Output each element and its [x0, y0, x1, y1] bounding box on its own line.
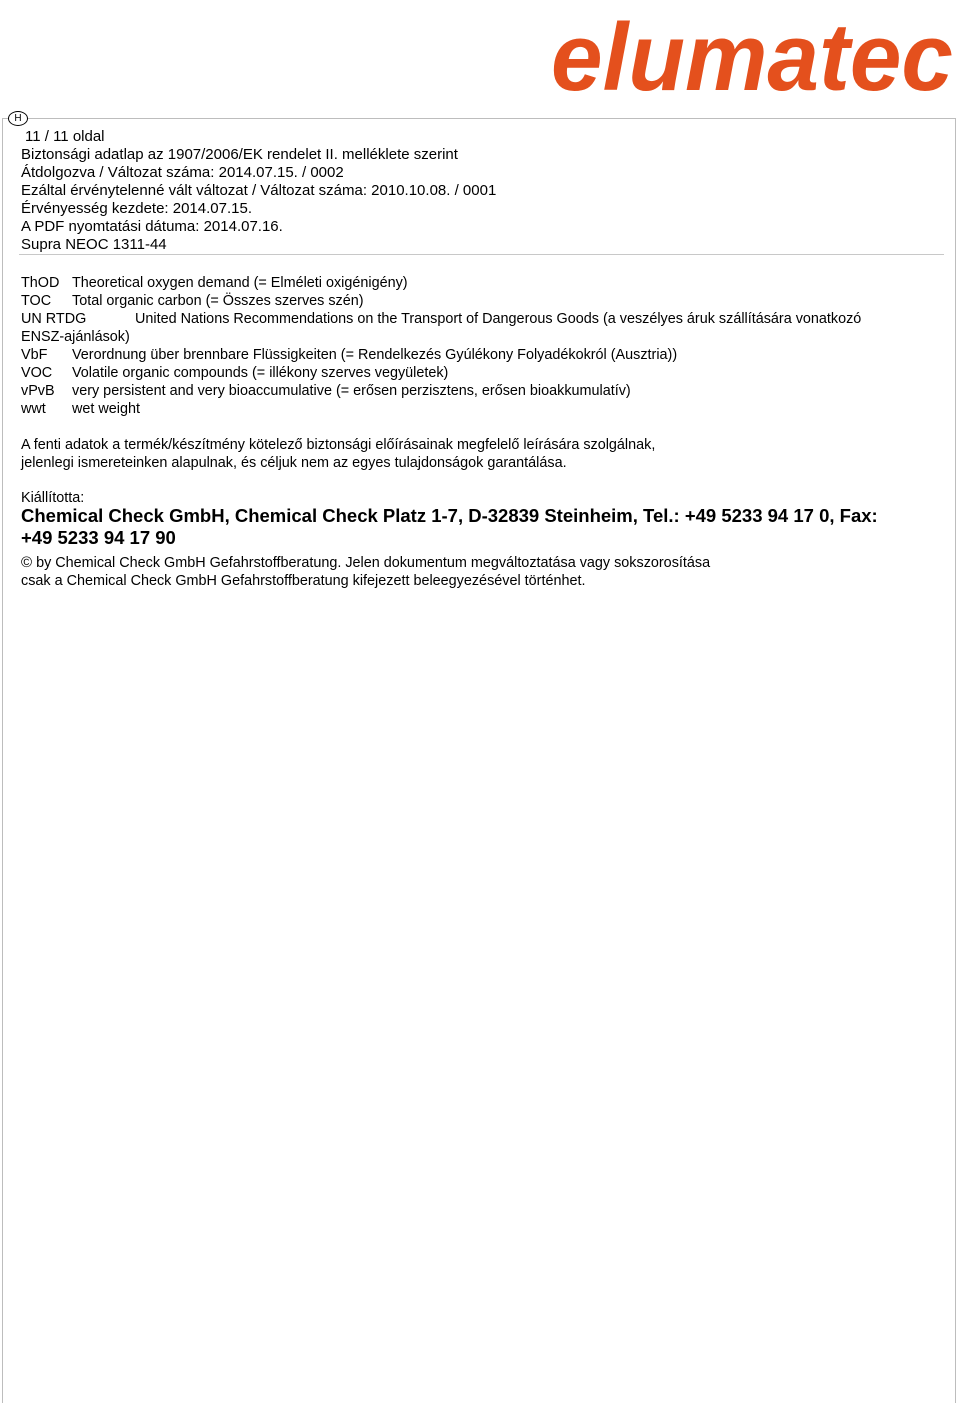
abbreviation-definition: Volatile organic compounds (= illékony szerves vegyületek)	[72, 365, 449, 381]
copyright-line	[21, 554, 710, 572]
abbreviation-definition: Theoretical oxygen demand (= Elméleti oxigénigény)	[72, 275, 408, 291]
abbreviation-term: TOC	[21, 293, 52, 309]
logo-text: elumatec	[551, 4, 953, 98]
abbreviation-term: VOC	[21, 365, 53, 381]
copyright-icon: ©	[21, 554, 33, 571]
revision-line: Átdolgozva / Változat száma: 2014.07.15. / 0002	[21, 164, 344, 181]
abbreviation-term: VbF	[21, 347, 48, 363]
abbreviation-definition: wet weight	[72, 401, 140, 417]
disclaimer-line: A fenti adatok a termék/készítmény kötelező biztonsági előírásainak megfelelő leírására szolgálnak,	[21, 437, 656, 453]
abbreviation-definition-continued: ENSZ-ajánlások)	[21, 329, 130, 345]
abbreviation-term: ThOD	[21, 275, 60, 291]
regulation-line: Biztonsági adatlap az 1907/2006/EK rendelet II. melléklete szerint	[21, 146, 458, 163]
copyright-text: by Chemical Check GmbH Gefahrstoffberatung. Jelen dokumentum megváltoztatása vagy sokszorosítása	[36, 555, 711, 571]
abbreviation-definition: United Nations Recommendations on the Transport of Dangerous Goods (a veszélyes áruk szállítására vonatkozó	[135, 311, 862, 327]
abbreviation-definition: Total organic carbon (= Összes szerves szén)	[72, 293, 364, 309]
disclaimer-line: jelenlegi ismereteinken alapulnak, és céljuk nem az egyes tulajdonságok garantálása.	[21, 455, 567, 471]
abbreviation-definition: Verordnung über brennbare Flüssigkeiten (= Rendelkezés Gyúlékony Folyadékokról (Ausztria))	[72, 347, 678, 363]
elumatec-logo	[549, 0, 957, 98]
abbreviation-term: UN RTDG	[21, 311, 87, 327]
replaces-line: Ezáltal érvénytelenné vált változat / Változat száma: 2010.10.08. / 0001	[21, 182, 497, 199]
issued-by-label: Kiállította:	[21, 490, 85, 506]
logo-graphic	[549, 0, 957, 98]
issuer-contact-line: Chemical Check GmbH, Chemical Check Platz 1-7, D-32839 Steinheim, Tel.: +49 5233 94 17 0, Fax:	[21, 505, 878, 526]
header-divider	[19, 254, 944, 255]
abbreviation-definition: very persistent and very bioaccumulative (= erősen perzisztens, erősen bioakkumulatív)	[72, 383, 631, 399]
abbreviation-term: vPvB	[21, 383, 55, 399]
product-name: Supra NEOC 1311-44	[21, 236, 167, 253]
abbreviation-term: wwt	[21, 401, 46, 417]
country-code-badge: H	[8, 111, 28, 126]
copyright-line-continued: csak a Chemical Check GmbH Gefahrstoffberatung kifejezett beleegyezésével történhet.	[21, 573, 586, 589]
issuer-fax-line: +49 5233 94 17 90	[21, 527, 176, 548]
valid-from-line: Érvényesség kezdete: 2014.07.15.	[21, 200, 252, 217]
page-number: 11 / 11 oldal	[25, 128, 105, 145]
print-date-line: A PDF nyomtatási dátuma: 2014.07.16.	[21, 218, 283, 235]
